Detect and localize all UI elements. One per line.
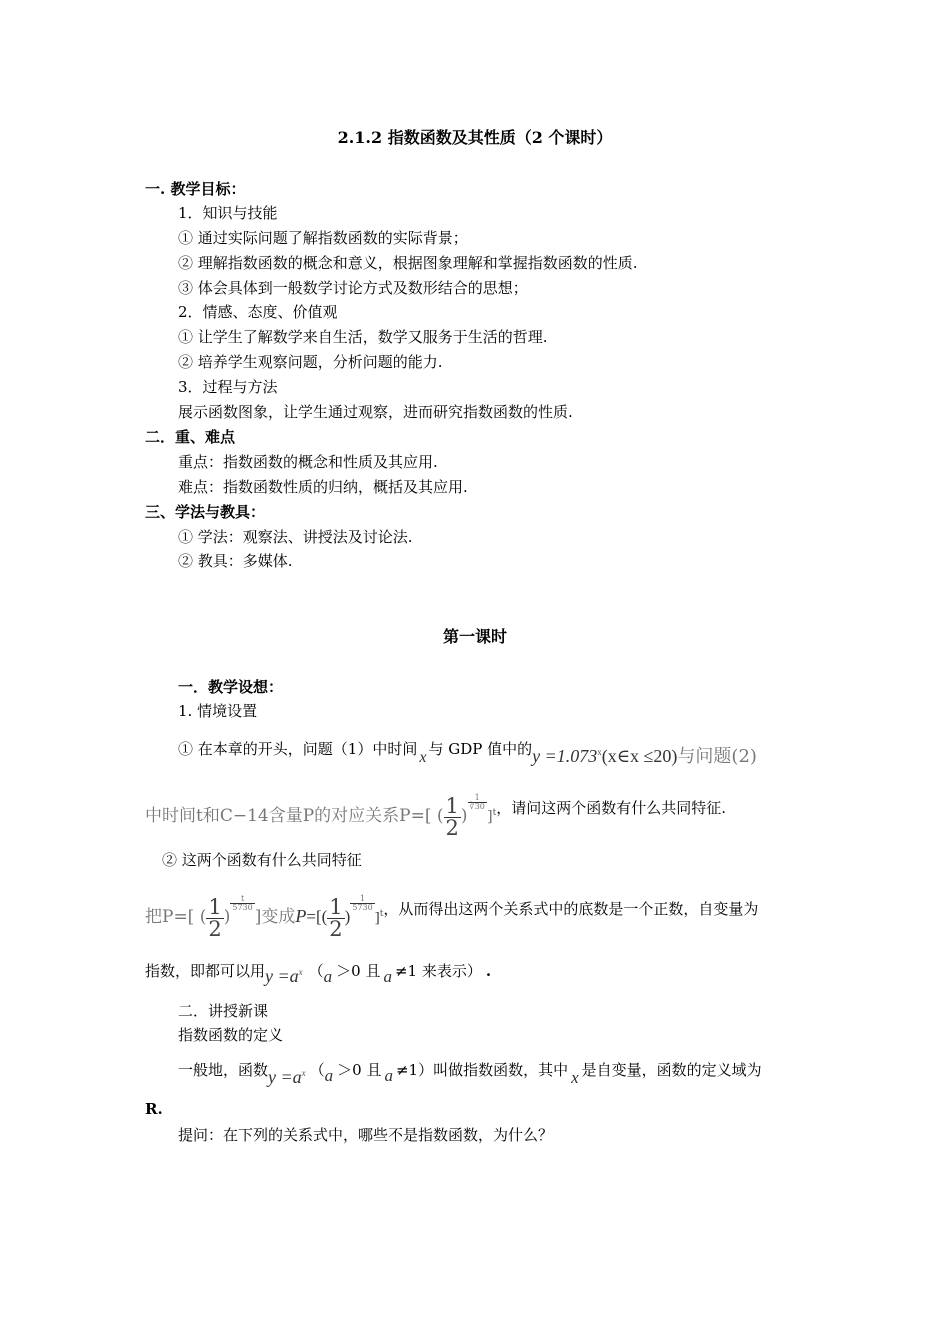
- lesson-heading: 第一课时: [442, 627, 507, 646]
- math-run: ]: [486, 807, 493, 825]
- section-heading-objectives: 一. 教学目标：: [145, 180, 246, 198]
- text-run: 与 GDP 值中的: [428, 740, 533, 758]
- objective-line: ① 让学生了解数学来自生活，数学又服务于生活的哲理.: [178, 328, 548, 346]
- text-run: ＞0 且: [336, 962, 381, 980]
- objective-line: 1．知识与技能: [178, 204, 278, 222]
- text-run: 指数，即都可以用: [145, 962, 266, 980]
- fraction-numerator: 1: [445, 793, 459, 818]
- exponent-fraction: [468, 794, 487, 811]
- math-var: x: [571, 1068, 579, 1087]
- math-run: y =1.073: [532, 746, 598, 766]
- math-expression: [265, 957, 303, 991]
- math-run: ): [223, 907, 231, 927]
- fraction-numerator: t: [230, 895, 254, 904]
- math-sup: x: [597, 747, 602, 757]
- text-run: 是自变量，函数的定义域为: [581, 1061, 762, 1079]
- subsection-heading: 二．讲授新课: [178, 1002, 269, 1020]
- method-line: ② 教具：多媒体.: [178, 552, 293, 570]
- fraction-numerator: 1: [329, 894, 343, 919]
- math-sup: x: [301, 1068, 306, 1078]
- math-var: P: [295, 906, 307, 926]
- keypoint-line: 重点：指数函数的概念和性质及其应用.: [178, 453, 438, 471]
- math-run: ): [460, 806, 468, 826]
- question-line: 提问：在下列的关系式中，哪些不是指数函数，为什么？: [178, 1126, 554, 1144]
- math-sup: t: [492, 808, 497, 818]
- text-run: 中时间t和C−14含量P的对应关系P=[ (: [145, 806, 444, 826]
- objective-line: ① 通过实际问题了解指数函数的实际背景；: [178, 229, 468, 247]
- text-run: .: [485, 962, 492, 980]
- text-run: ，从而得出这两个关系式中的底数是一个正数，自变量为: [383, 900, 759, 918]
- page-title: 2.1.2 指数函数及其性质（2 个课时）: [337, 128, 613, 147]
- section-heading-methods: 三、学法与教具：: [145, 503, 266, 521]
- fraction-numerator: 1: [208, 894, 222, 919]
- math-run: =[(: [306, 907, 328, 926]
- method-line: ① 学法：观察法、讲授法及讨论法.: [178, 528, 413, 546]
- section-heading-keypoints: 二．重、难点: [145, 428, 236, 446]
- text-run: （: [308, 962, 324, 980]
- item-heading: 1. 情境设置: [178, 702, 258, 720]
- fraction: [444, 793, 461, 840]
- objective-line: ② 理解指数函数的概念和意义，根据图象理解和掌握指数函数的性质.: [178, 254, 638, 272]
- exponent-fraction: [350, 895, 374, 912]
- math-sup: x: [298, 967, 303, 977]
- paragraph-line: [145, 887, 758, 940]
- fraction-numerator: 1: [350, 895, 374, 904]
- math-var: a: [384, 1066, 393, 1085]
- exponent-fraction: [230, 895, 254, 912]
- objective-line: ③ 体会具体到一般数学讨论方式及数形结合的思想；: [178, 279, 528, 297]
- math-run: y =a: [265, 966, 299, 986]
- math-run: (x∈x ≤20): [601, 746, 678, 766]
- text-run: ，请问这两个函数有什么共同特征.: [496, 799, 727, 817]
- paragraph-line: [145, 786, 726, 839]
- text-run: ]变成: [254, 907, 296, 927]
- text-run: 把P=[ (: [145, 907, 207, 927]
- text-run: ＞0 且: [337, 1061, 382, 1079]
- fraction-numerator: 1: [468, 794, 487, 803]
- math-var: x: [419, 749, 427, 766]
- fraction-denominator: 2: [329, 916, 343, 941]
- question-line: ② 这两个函数有什么共同特征: [162, 851, 362, 869]
- paragraph-line: R.: [145, 1100, 163, 1118]
- text-run: 一般地，函数: [178, 1061, 269, 1079]
- paragraph-line: [178, 729, 757, 765]
- paragraph-line: [145, 951, 491, 986]
- objective-line: 展示函数图象，让学生通过观察，进而研究指数函数的性质.: [178, 403, 573, 421]
- math-sup: t: [379, 909, 384, 919]
- subsection-heading: 一．教学设想：: [178, 678, 284, 696]
- paragraph-line: [178, 1050, 762, 1085]
- objective-line: ② 培养学生观察问题，分析问题的能力.: [178, 353, 443, 371]
- text-run: （: [309, 1061, 325, 1079]
- math-var: a: [323, 967, 333, 986]
- fraction-denominator: 5730: [232, 903, 253, 912]
- math-expression: [532, 737, 677, 771]
- text-run: ≠1 来表示）: [394, 962, 482, 980]
- text-run: ① 在本章的开头，问题（1）中时间: [178, 740, 418, 758]
- objective-line: 2．情感、态度、价值观: [178, 303, 338, 321]
- text-run: ≠1）叫做指数函数，其中: [395, 1061, 569, 1079]
- fraction: [206, 894, 223, 941]
- math-run: y =a: [268, 1067, 302, 1087]
- fraction-denominator: ∛30: [469, 802, 485, 811]
- fraction: [327, 894, 344, 941]
- math-expression: [268, 1058, 306, 1092]
- text-run: 与问题(2): [677, 746, 757, 767]
- math-var: a: [324, 1066, 334, 1085]
- objective-line: 3．过程与方法: [178, 378, 278, 396]
- math-run: ]: [374, 910, 380, 926]
- fraction-denominator: 2: [445, 815, 459, 840]
- definition-title: 指数函数的定义: [178, 1026, 284, 1044]
- keypoint-line: 难点：指数函数性质的归纳，概括及其应用.: [178, 478, 468, 496]
- fraction-denominator: 5730: [352, 903, 373, 912]
- math-var: a: [383, 967, 392, 986]
- math-run: ): [344, 907, 351, 926]
- fraction-denominator: 2: [208, 916, 222, 941]
